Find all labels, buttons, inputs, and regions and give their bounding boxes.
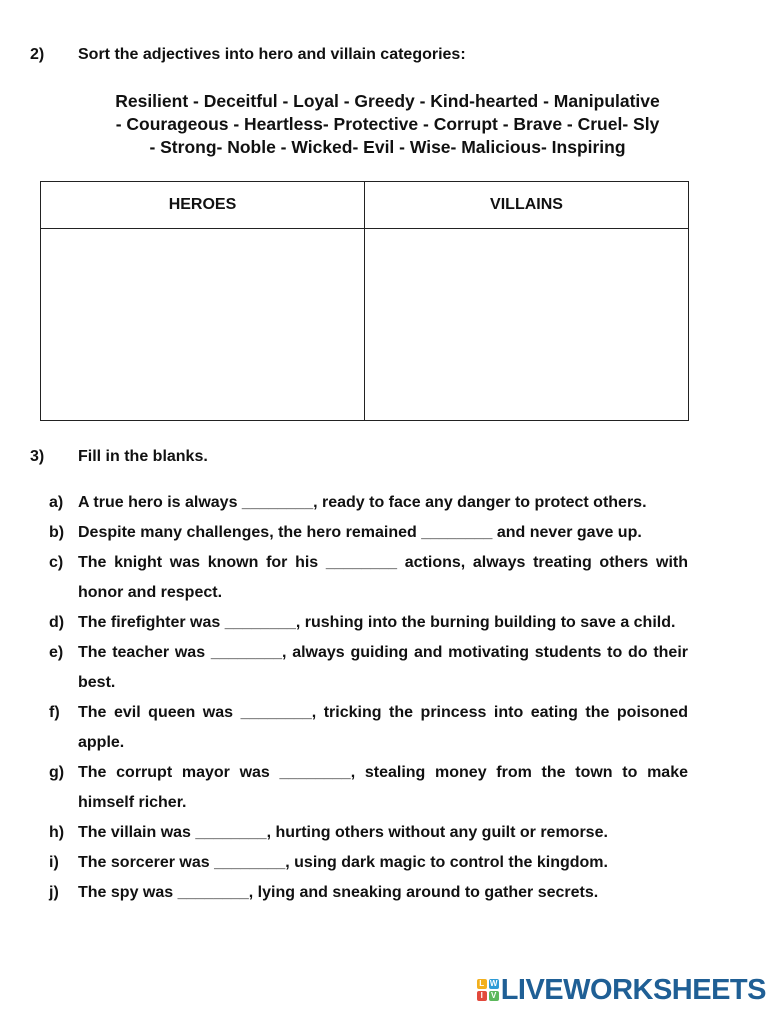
logo-tiles-icon: [477, 979, 499, 1001]
list-item: [48, 548, 688, 608]
villains-drop-area[interactable]: [365, 229, 688, 420]
fill-in-blanks-list: [48, 488, 688, 908]
word-bank-line: Resilient - Deceitful - Loyal - Greedy - Kind-hearted - Manipulative: [115, 91, 660, 111]
list-item: [48, 488, 688, 518]
item-sentence: Despite many challenges, the hero remained ________ and never gave up.: [78, 524, 642, 541]
list-item: [48, 698, 688, 758]
item-letter: h): [49, 824, 65, 841]
item-letter: i): [49, 854, 59, 871]
item-letter: e): [49, 644, 64, 661]
sort-table: [40, 181, 689, 421]
question-3-title: Fill in the blanks.: [78, 448, 208, 465]
heroes-drop-area[interactable]: [41, 229, 364, 420]
item-sentence: The sorcerer was ________, using dark magic to control the kingdom.: [78, 854, 608, 871]
logo-tile: W: [489, 979, 498, 988]
heroes-column: [41, 182, 364, 420]
list-item: [48, 608, 688, 638]
list-item: [48, 878, 688, 908]
item-letter: b): [49, 524, 65, 541]
word-bank-line: - Strong- Noble - Wicked- Evil - Wise- Malicious- Inspiring: [149, 137, 626, 157]
item-letter: j): [49, 884, 59, 901]
villains-column: [364, 182, 688, 420]
list-item: [48, 518, 688, 548]
item-sentence: A true hero is always ________, ready to face any danger to protect others.: [78, 494, 647, 511]
item-sentence: The firefighter was ________, rushing into the burning building to save a child.: [78, 614, 676, 631]
logo-tile: I: [477, 991, 487, 1001]
logo-tile: L: [477, 979, 487, 989]
item-letter: f): [49, 704, 60, 721]
item-sentence: The villain was ________, hurting others without any guilt or remorse.: [78, 824, 608, 841]
word-bank-line: - Courageous - Heartless- Protective - Corrupt - Brave - Cruel- Sly: [115, 114, 660, 134]
item-sentence: The teacher was ________, always guiding and motivating students to do their best.: [78, 644, 688, 691]
heroes-header: HEROES: [41, 182, 364, 229]
logo-tile: V: [489, 991, 499, 1001]
word-bank: [80, 90, 695, 159]
item-sentence: The knight was known for his ________ actions, always treating others with honor and respect.: [78, 554, 688, 601]
item-sentence: The corrupt mayor was ________, stealing money from the town to make himself richer.: [78, 764, 688, 811]
question-3-number: 3): [30, 448, 45, 465]
item-letter: c): [49, 554, 64, 571]
item-sentence: The evil queen was ________, tricking the princess into eating the poisoned apple.: [78, 704, 688, 751]
logo-text: LIVEWORKSHEETS: [500, 973, 766, 1006]
item-sentence: The spy was ________, lying and sneaking around to gather secrets.: [78, 884, 599, 901]
list-item: [48, 758, 688, 818]
list-item: [48, 638, 688, 698]
item-letter: d): [49, 614, 65, 631]
item-letter: a): [49, 494, 64, 511]
liveworksheets-logo: [477, 973, 766, 1007]
list-item: [48, 848, 688, 878]
question-2-title: Sort the adjectives into hero and villain categories:: [78, 46, 466, 63]
item-letter: g): [49, 764, 65, 781]
villains-header: VILLAINS: [365, 182, 688, 229]
question-2-number: 2): [30, 46, 45, 63]
list-item: [48, 818, 688, 848]
